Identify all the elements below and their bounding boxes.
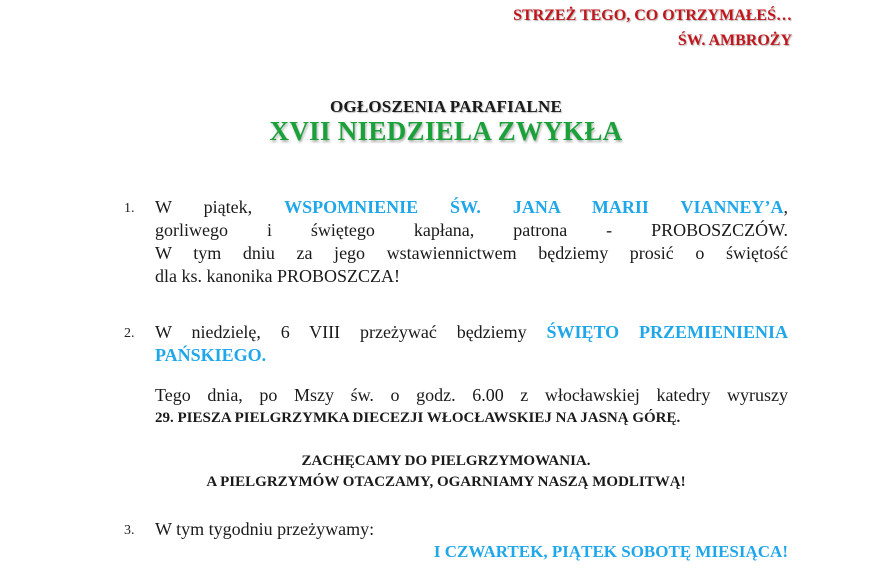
item-2-line-1 bbox=[155, 321, 788, 344]
page-title: XVII NIEDZIELA ZWYKŁA bbox=[269, 116, 623, 146]
item-number: 2. bbox=[124, 326, 135, 341]
item-3-highlight: I CZWARTEK, PIĄTEK SOBOTĘ MIESIĄCA! bbox=[433, 542, 788, 561]
item-1-highlight: WSPOMNIENIE ŚW. JANA MARII VIANNEY’A bbox=[284, 197, 784, 217]
appeal-line-2: A PIELGRZYMÓW OTACZAMY, OGARNIAMY NASZĄ MODLITWĄ! bbox=[206, 474, 686, 490]
appeal-line-1: ZACHĘCAMY DO PIELGRZYMOWANIA. bbox=[301, 453, 591, 469]
item-2-line-2 bbox=[155, 344, 788, 367]
item-number: 3. bbox=[124, 523, 135, 538]
motto-line-1: STRZEŻ TEGO, CO OTRZYMAŁEŚ… bbox=[513, 7, 792, 24]
item-1-line-3: W tym dniu za jego wstawiennictwem będziemy prosić o świętość bbox=[155, 243, 788, 263]
item-1-comma: , bbox=[783, 197, 788, 217]
pilgrimage-paragraph bbox=[155, 384, 788, 430]
item-2-text: W niedzielę, 6 VIII przeżywać będziemy bbox=[155, 322, 547, 342]
item-number: 1. bbox=[124, 201, 135, 216]
announcement-item-2 bbox=[124, 321, 788, 367]
pilgrimage-appeal bbox=[0, 451, 892, 493]
announcement-item-3 bbox=[124, 518, 788, 541]
item-2-highlight-cont: PAŃSKIEGO. bbox=[155, 345, 267, 365]
announcements-subtitle: OGŁOSZENIA PARAFIALNE bbox=[329, 97, 562, 116]
pilgrimage-line-2: 29. PIESZA PIELGRZYMKA DIECEZJI WŁOCŁAWSKIEJ NA JASNĄ GÓRĘ. bbox=[155, 410, 681, 426]
item-1-line-4: dla ks. kanonika PROBOSZCZA! bbox=[155, 266, 400, 286]
item-1-line-2: gorliwego i świętego kapłana, patrona - PROBOSZCZÓW. bbox=[155, 220, 788, 240]
item-1-text: W piątek, bbox=[155, 197, 285, 217]
item-1-line-1 bbox=[155, 196, 788, 219]
pilgrimage-line-1: Tego dnia, po Mszy św. o godz. 6.00 z włocławskiej katedry wyruszy bbox=[155, 385, 788, 405]
announcement-item-1 bbox=[124, 196, 788, 288]
motto-line-2: ŚW. AMBROŻY bbox=[677, 32, 792, 49]
item-2-highlight: ŚWIĘTO PRZEMIENIENIA bbox=[546, 322, 788, 342]
item-3-line-1: W tym tygodniu przeżywamy: bbox=[155, 519, 375, 539]
